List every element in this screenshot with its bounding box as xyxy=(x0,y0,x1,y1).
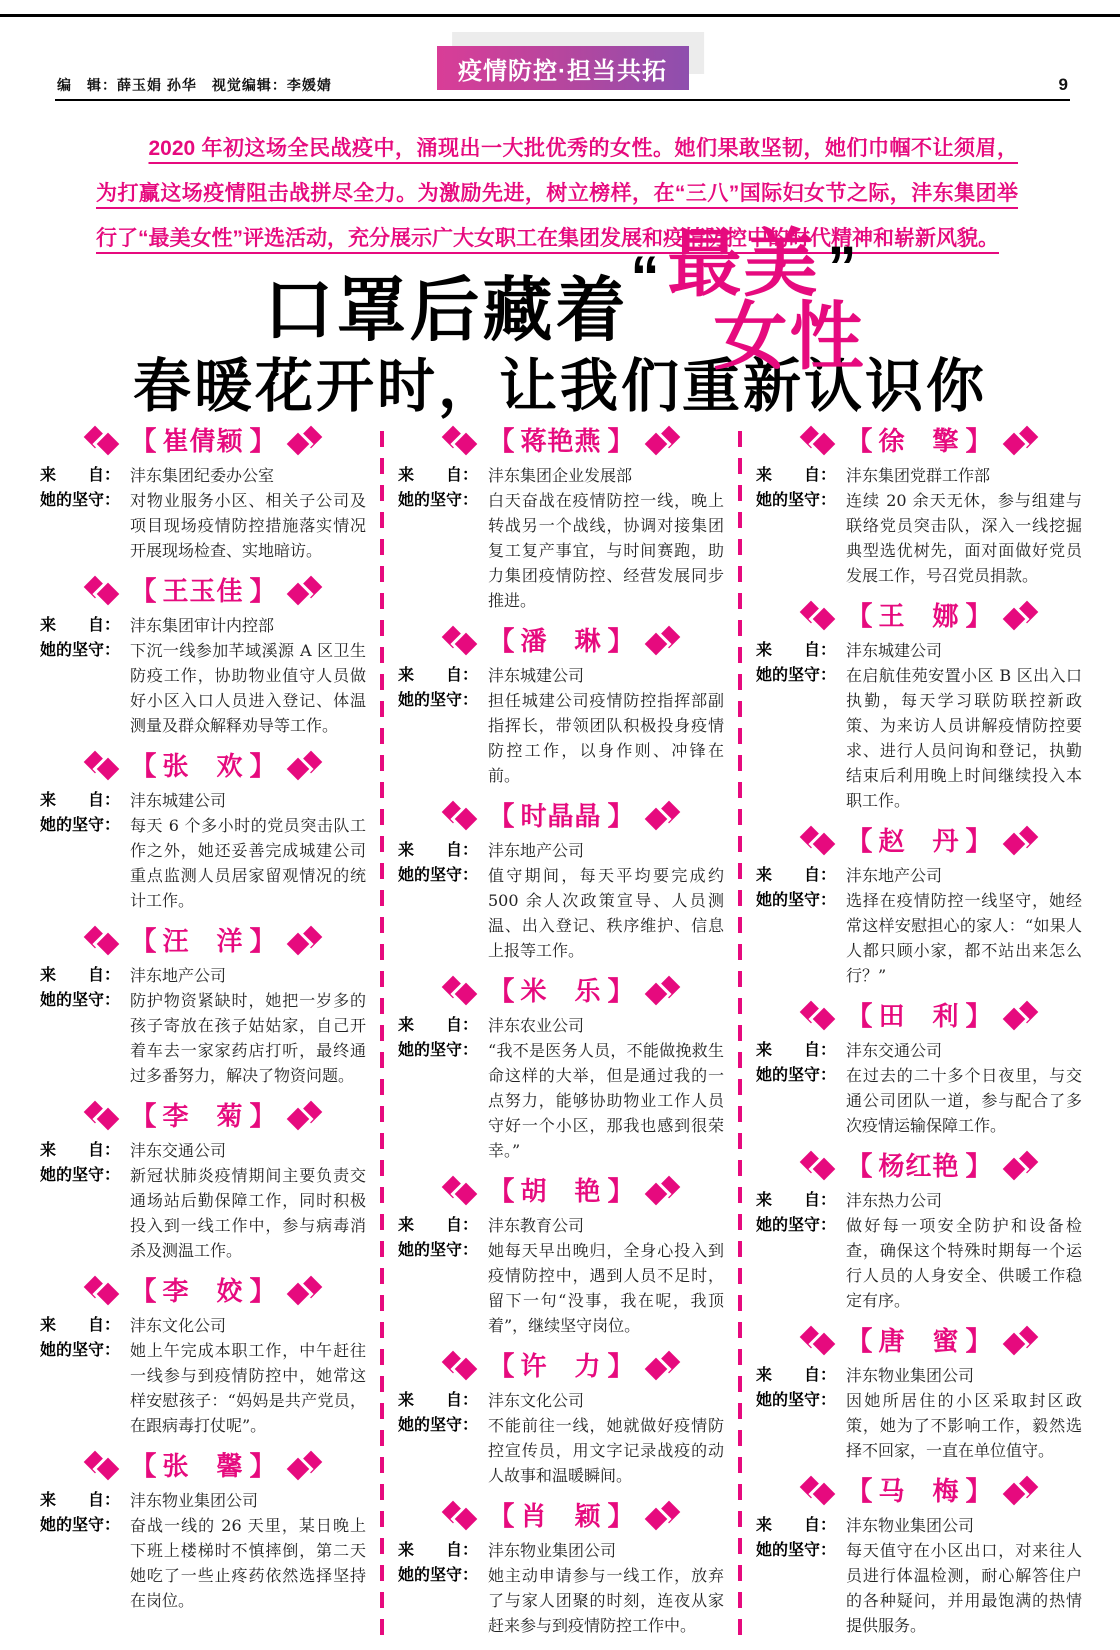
bracket-open: 【 xyxy=(130,426,157,456)
bracket-open: 【 xyxy=(488,1351,515,1381)
duty-label: 她的坚守： xyxy=(398,1567,479,1584)
double-diamond-icon xyxy=(800,426,840,456)
double-diamond-icon xyxy=(282,426,322,456)
profile-header xyxy=(40,1450,366,1482)
bracket-open: 【 xyxy=(846,826,873,856)
duty-label: 她的坚守： xyxy=(398,867,479,884)
bracket-open: 【 xyxy=(488,1176,515,1206)
bracket-open: 【 xyxy=(488,426,515,456)
bracket-close: 】 xyxy=(607,1351,634,1381)
bracket-open: 【 xyxy=(846,1326,873,1356)
profile-name: 李 姣 xyxy=(162,1276,244,1306)
profile-duty-row xyxy=(40,488,366,563)
profile-card xyxy=(756,825,1082,988)
double-diamond-icon xyxy=(800,1476,840,1506)
duty-label: 她的坚守： xyxy=(40,1517,121,1534)
from-value: 沣东集团企业发展部 xyxy=(488,466,633,485)
profile-name: 许 力 xyxy=(520,1351,602,1381)
profile-card xyxy=(756,1475,1082,1638)
duty-value: 因她所居住的小区采取封区政策，她为了不影响工作，毅然选择不回家，一直在单位值守。 xyxy=(846,1391,1082,1460)
profile-from-row xyxy=(756,1038,1082,1063)
from-value: 沣东城建公司 xyxy=(488,666,585,685)
profile-duty-row xyxy=(398,1238,724,1338)
duty-value: 下沉一线参加芊域溪源 A 区卫生防疫工作，协助物业值守人员做好小区入口人员进入登记、体温测量及群众解释劝导等工作。 xyxy=(130,641,366,735)
profile-from-row xyxy=(756,863,1082,888)
profile-header xyxy=(756,1325,1082,1357)
bracket-close: 】 xyxy=(965,426,992,456)
headline-line-2: 春暖花开时，让我们重新认识你 xyxy=(132,354,987,420)
profile-header xyxy=(40,750,366,782)
double-diamond-icon xyxy=(282,751,322,781)
bracket-open: 【 xyxy=(488,976,515,1006)
profile-from-row xyxy=(398,1013,724,1038)
double-diamond-icon xyxy=(640,626,680,656)
profile-header xyxy=(398,975,724,1007)
bracket-close: 】 xyxy=(249,1276,276,1306)
double-diamond-icon xyxy=(282,1451,322,1481)
profile-from-row xyxy=(398,1538,724,1563)
profile-card xyxy=(398,425,724,613)
profile-name: 米 乐 xyxy=(520,976,602,1006)
double-diamond-icon xyxy=(282,1101,322,1131)
double-diamond-icon xyxy=(84,426,124,456)
double-diamond-icon xyxy=(442,626,482,656)
profile-duty-row xyxy=(756,1213,1082,1313)
bracket-open: 【 xyxy=(846,426,873,456)
from-value: 沣东地产公司 xyxy=(130,966,227,985)
from-label: 来 自： xyxy=(40,1492,121,1509)
profile-header xyxy=(40,925,366,957)
profile-card xyxy=(40,750,366,913)
double-diamond-icon xyxy=(84,1276,124,1306)
double-diamond-icon xyxy=(282,926,322,956)
profile-header xyxy=(756,1475,1082,1507)
bracket-open: 【 xyxy=(130,926,157,956)
profile-header xyxy=(398,625,724,657)
profile-card xyxy=(398,625,724,788)
bracket-open: 【 xyxy=(846,601,873,631)
bracket-close: 】 xyxy=(249,576,276,606)
from-value: 沣东城建公司 xyxy=(846,641,943,660)
from-value: 沣东交通公司 xyxy=(846,1041,943,1060)
bracket-open: 【 xyxy=(130,751,157,781)
profile-card xyxy=(756,600,1082,813)
bracket-open: 【 xyxy=(488,626,515,656)
bracket-close: 】 xyxy=(607,801,634,831)
double-diamond-icon xyxy=(84,926,124,956)
profile-name: 王玉佳 xyxy=(162,576,244,606)
from-label: 来 自： xyxy=(756,867,837,884)
profiles-column-2 xyxy=(398,425,724,1650)
profile-from-row xyxy=(40,963,366,988)
profile-card xyxy=(756,1325,1082,1463)
profile-card xyxy=(398,975,724,1163)
profile-name: 汪 洋 xyxy=(162,926,244,956)
from-value: 沣东地产公司 xyxy=(488,841,585,860)
double-diamond-icon xyxy=(84,1451,124,1481)
from-label: 来 自： xyxy=(398,667,479,684)
from-value: 沣东集团纪委办公室 xyxy=(130,466,275,485)
duty-value: “我不是医务人员，不能做挽救生命这样的大举，但是通过我的一点努力，能够协助物业工作人员守好一个小区，那我也感到很荣幸。” xyxy=(488,1041,724,1160)
from-value: 沣东文化公司 xyxy=(130,1316,227,1335)
from-value: 沣东热力公司 xyxy=(846,1191,943,1210)
from-value: 沣东地产公司 xyxy=(846,866,943,885)
profile-name: 王 娜 xyxy=(878,601,960,631)
bracket-close: 】 xyxy=(965,1326,992,1356)
bracket-close: 】 xyxy=(249,426,276,456)
double-diamond-icon xyxy=(800,1151,840,1181)
profile-name: 肖 颖 xyxy=(520,1501,602,1531)
profile-name: 时晶晶 xyxy=(520,801,602,831)
duty-label: 她的坚守： xyxy=(756,1217,837,1234)
double-diamond-icon xyxy=(998,1326,1038,1356)
from-label: 来 自： xyxy=(398,1542,479,1559)
profile-card xyxy=(40,925,366,1088)
duty-value: 对物业服务小区、相关子公司及项目现场疫情防控措施落实情况开展现场检查、实地暗访。 xyxy=(130,491,366,560)
profile-from-row xyxy=(398,1213,724,1238)
column-divider xyxy=(380,431,384,1640)
section-banner: 疫情防控·担当共拓 xyxy=(437,46,689,90)
double-diamond-icon xyxy=(998,1476,1038,1506)
profile-header xyxy=(398,1500,724,1532)
from-label: 来 自： xyxy=(40,467,121,484)
from-value: 沣东城建公司 xyxy=(130,791,227,810)
profile-header xyxy=(398,800,724,832)
profile-duty-row xyxy=(756,888,1082,988)
bracket-open: 【 xyxy=(488,801,515,831)
duty-value: 不能前往一线，她就做好疫情防控宣传员，用文字记录战疫的动人故事和温暖瞬间。 xyxy=(488,1416,724,1485)
profile-header xyxy=(40,425,366,457)
profile-header xyxy=(40,575,366,607)
double-diamond-icon xyxy=(442,426,482,456)
duty-label: 她的坚守： xyxy=(398,1417,479,1434)
duty-label: 她的坚守： xyxy=(40,1342,121,1359)
profile-duty-row xyxy=(40,638,366,738)
profile-card xyxy=(40,1450,366,1613)
duty-label: 她的坚守： xyxy=(756,1542,837,1559)
headline xyxy=(0,222,1120,423)
duty-label: 她的坚守： xyxy=(756,892,837,909)
bracket-close: 】 xyxy=(249,751,276,781)
double-diamond-icon xyxy=(282,1276,322,1306)
duty-value: 担任城建公司疫情防控指挥部副指挥长，带领团队积极投身疫情防控工作，以身作则、冲锋在前。 xyxy=(488,691,724,785)
profile-name: 徐 擎 xyxy=(878,426,960,456)
profiles-column-1 xyxy=(40,425,366,1650)
double-diamond-icon xyxy=(800,1001,840,1031)
double-diamond-icon xyxy=(442,1351,482,1381)
profile-from-row xyxy=(756,1363,1082,1388)
from-label: 来 自： xyxy=(40,1317,121,1334)
profile-duty-row xyxy=(756,663,1082,813)
from-value: 沣东集团审计内控部 xyxy=(130,616,275,635)
duty-label: 她的坚守： xyxy=(756,492,837,509)
profile-duty-row xyxy=(756,1388,1082,1463)
bracket-close: 】 xyxy=(607,1176,634,1206)
profile-from-row xyxy=(756,463,1082,488)
bracket-close: 】 xyxy=(965,826,992,856)
duty-label: 她的坚守： xyxy=(398,1242,479,1259)
close-quote: ” xyxy=(827,235,857,300)
profile-card xyxy=(398,1175,724,1338)
profile-duty-row xyxy=(40,1338,366,1438)
profile-card xyxy=(40,1275,366,1438)
profile-name: 胡 艳 xyxy=(520,1176,602,1206)
from-label: 来 自： xyxy=(756,1367,837,1384)
duty-value: 连续 20 余天无休，参与组建与联络党员突击队，深入一线挖掘典型选优树先，面对面做好党员发展工作，号召党员捐款。 xyxy=(846,491,1082,585)
profile-duty-row xyxy=(40,813,366,913)
duty-label: 她的坚守： xyxy=(40,992,121,1009)
profile-header xyxy=(756,425,1082,457)
profile-name: 蒋艳燕 xyxy=(520,426,602,456)
header-rule xyxy=(55,99,1070,101)
profile-card xyxy=(398,1500,724,1638)
duty-value: 新冠状肺炎疫情期间主要负责交通场站后勤保障工作，同时积极投入到一线工作中，参与病毒消杀及测温工作。 xyxy=(130,1166,366,1260)
bracket-open: 【 xyxy=(130,1276,157,1306)
profile-header xyxy=(398,425,724,457)
profile-from-row xyxy=(398,463,724,488)
from-label: 来 自： xyxy=(756,1042,837,1059)
profile-from-row xyxy=(40,788,366,813)
double-diamond-icon xyxy=(998,826,1038,856)
double-diamond-icon xyxy=(640,801,680,831)
bracket-close: 】 xyxy=(607,626,634,656)
profile-header xyxy=(398,1175,724,1207)
double-diamond-icon xyxy=(998,601,1038,631)
double-diamond-icon xyxy=(800,1326,840,1356)
bracket-close: 】 xyxy=(965,1001,992,1031)
duty-value: 防护物资紧缺时，她把一岁多的孩子寄放在孩子姑姑家，自己开着车去一家家药店打听，最终通过多番努力，解决了物资问题。 xyxy=(130,991,366,1085)
from-value: 沣东物业集团公司 xyxy=(488,1541,617,1560)
profile-duty-row xyxy=(398,1413,724,1488)
double-diamond-icon xyxy=(998,1151,1038,1181)
double-diamond-icon xyxy=(442,976,482,1006)
duty-value: 她每天早出晚归，全身心投入到疫情防控中，遇到人员不足时，留下一句“没事，我在呢，我顶着”，继续坚守岗位。 xyxy=(488,1241,724,1335)
bracket-open: 【 xyxy=(488,1501,515,1531)
duty-label: 她的坚守： xyxy=(40,642,121,659)
duty-value: 值守期间，每天平均要完成约 500 余人次政策宣导、人员测温、出入登记、秩序维护、信息上报等工作。 xyxy=(488,866,724,960)
from-value: 沣东农业公司 xyxy=(488,1016,585,1035)
profile-from-row xyxy=(398,663,724,688)
profile-header xyxy=(40,1275,366,1307)
bracket-close: 】 xyxy=(965,1151,992,1181)
bracket-close: 】 xyxy=(249,926,276,956)
profile-name: 崔倩颖 xyxy=(162,426,244,456)
profile-duty-row xyxy=(40,1513,366,1613)
from-label: 来 自： xyxy=(398,467,479,484)
from-label: 来 自： xyxy=(40,1142,121,1159)
editors-credit: 编 辑：薛玉娟 孙华 视觉编辑：李媛婧 xyxy=(57,77,332,93)
profile-name: 马 梅 xyxy=(878,1476,960,1506)
profiles-grid xyxy=(40,425,1082,1650)
from-label: 来 自： xyxy=(40,792,121,809)
profile-duty-row xyxy=(40,1163,366,1263)
profile-card xyxy=(756,425,1082,588)
from-value: 沣东物业集团公司 xyxy=(846,1366,975,1385)
from-label: 来 自： xyxy=(398,1217,479,1234)
from-label: 来 自： xyxy=(40,617,121,634)
duty-value: 她主动申请参与一线工作，放弃了与家人团聚的时刻，连夜从家赶来参与到疫情防控工作中。 xyxy=(488,1566,724,1635)
profile-name: 唐 蜜 xyxy=(878,1326,960,1356)
duty-label: 她的坚守： xyxy=(40,1167,121,1184)
profile-from-row xyxy=(398,838,724,863)
bracket-close: 】 xyxy=(965,1476,992,1506)
double-diamond-icon xyxy=(640,1501,680,1531)
double-diamond-icon xyxy=(442,1176,482,1206)
highlight-top: 最美 xyxy=(667,222,820,305)
intro-paragraph: 2020 年初这场全民战疫中，涌现出一大批优秀的女性。她们果敢坚韧，她们巾帼不让须眉，为打赢这场疫情阻击战拼尽全力。为激励先进，树立榜样，在“三八”国际妇女节之际，沣东集团举行了“最美女性”评选活动，充分展示广大女职工在集团发展和疫情防控中的时代精神和崭新风貌。 xyxy=(96,137,1018,250)
from-value: 沣东教育公司 xyxy=(488,1216,585,1235)
double-diamond-icon xyxy=(640,1176,680,1206)
from-value: 沣东集团党群工作部 xyxy=(846,466,991,485)
from-value: 沣东物业集团公司 xyxy=(130,1491,259,1510)
double-diamond-icon xyxy=(442,1501,482,1531)
double-diamond-icon xyxy=(640,976,680,1006)
from-value: 沣东物业集团公司 xyxy=(846,1516,975,1535)
profile-duty-row xyxy=(398,863,724,963)
double-diamond-icon xyxy=(998,1001,1038,1031)
profile-name: 张 欢 xyxy=(162,751,244,781)
duty-value: 选择在疫情防控一线坚守，她经常这样安慰担心的家人：“如果人人都只顾小家，都不站出来怎么行？” xyxy=(846,891,1082,985)
profile-header xyxy=(756,1150,1082,1182)
profiles-column-3 xyxy=(756,425,1082,1650)
profile-header xyxy=(756,825,1082,857)
from-label: 来 自： xyxy=(756,467,837,484)
profile-header xyxy=(398,1350,724,1382)
profile-card xyxy=(40,575,366,738)
double-diamond-icon xyxy=(442,801,482,831)
profile-from-row xyxy=(398,1388,724,1413)
from-label: 来 自： xyxy=(398,1392,479,1409)
duty-label: 她的坚守： xyxy=(756,667,837,684)
duty-label: 她的坚守： xyxy=(398,1042,479,1059)
profile-duty-row xyxy=(756,1063,1082,1138)
double-diamond-icon xyxy=(84,576,124,606)
duty-label: 她的坚守： xyxy=(756,1067,837,1084)
from-label: 来 自： xyxy=(398,1017,479,1034)
profile-from-row xyxy=(756,1188,1082,1213)
profile-name: 张 馨 xyxy=(162,1451,244,1481)
from-label: 来 自： xyxy=(398,842,479,859)
profile-name: 赵 丹 xyxy=(878,826,960,856)
bracket-open: 【 xyxy=(846,1151,873,1181)
headline-prefix: 口罩后藏着 xyxy=(263,271,629,349)
double-diamond-icon xyxy=(282,576,322,606)
bracket-open: 【 xyxy=(130,1451,157,1481)
profile-from-row xyxy=(40,1488,366,1513)
profile-from-row xyxy=(40,613,366,638)
profile-header xyxy=(40,1100,366,1132)
duty-value: 在过去的二十多个日夜里，与交通公司团队一道，参与配合了多次疫情运输保障工作。 xyxy=(846,1066,1082,1135)
profile-card xyxy=(756,1150,1082,1313)
bracket-close: 】 xyxy=(965,601,992,631)
duty-value: 每天 6 个多小时的党员突击队工作之外，她还妥善完成城建公司重点监测人员居家留观情况的统计工作。 xyxy=(130,816,366,910)
bracket-open: 【 xyxy=(846,1476,873,1506)
bracket-close: 】 xyxy=(249,1101,276,1131)
profile-card xyxy=(398,1350,724,1488)
bracket-open: 【 xyxy=(130,576,157,606)
profile-name: 李 菊 xyxy=(162,1101,244,1131)
profile-duty-row xyxy=(756,488,1082,588)
profile-from-row xyxy=(756,1513,1082,1538)
profile-duty-row xyxy=(398,488,724,613)
double-diamond-icon xyxy=(998,426,1038,456)
bracket-open: 【 xyxy=(130,1101,157,1131)
profile-header xyxy=(756,1000,1082,1032)
profile-card xyxy=(756,1000,1082,1138)
double-diamond-icon xyxy=(800,826,840,856)
from-value: 沣东文化公司 xyxy=(488,1391,585,1410)
double-diamond-icon xyxy=(640,1351,680,1381)
from-label: 来 自： xyxy=(756,642,837,659)
profile-duty-row xyxy=(756,1538,1082,1638)
duty-value: 奋战一线的 26 天里，某日晚上下班上楼梯时不慎摔倒，第二天她吃了一些止疼药依然选择坚持在岗位。 xyxy=(130,1516,366,1610)
duty-value: 做好每一项安全防护和设备检查，确保这个特殊时期每一个运行人员的人身安全、供暖工作稳定有序。 xyxy=(846,1216,1082,1310)
duty-value: 白天奋战在疫情防控一线，晚上转战另一个战线，协调对接集团复工复产事宜，与时间赛跑，助力集团疫情防控、经营发展同步推进。 xyxy=(488,491,724,610)
profile-name: 杨红艳 xyxy=(878,1151,960,1181)
profile-header xyxy=(756,600,1082,632)
profile-duty-row xyxy=(398,1038,724,1163)
profile-card xyxy=(40,425,366,563)
page-number: 9 xyxy=(1058,75,1068,94)
bracket-close: 】 xyxy=(607,426,634,456)
double-diamond-icon xyxy=(800,601,840,631)
open-quote: “ xyxy=(630,245,660,310)
duty-label: 她的坚守： xyxy=(756,1392,837,1409)
double-diamond-icon xyxy=(84,751,124,781)
duty-label: 她的坚守： xyxy=(398,492,479,509)
bracket-open: 【 xyxy=(846,1001,873,1031)
duty-value: 她上午完成本职工作，中午赶往一线参与到疫情防控中，她常这样安慰孩子：“妈妈是共产党员，在跟病毒打仗呢”。 xyxy=(130,1341,366,1435)
duty-label: 她的坚守： xyxy=(40,492,121,509)
profile-from-row xyxy=(756,638,1082,663)
duty-value: 每天值守在小区出口，对来往人员进行体温检测，耐心解答住户的各种疑问，并用最饱满的热情提供服务。 xyxy=(846,1541,1082,1635)
profile-card xyxy=(40,1100,366,1263)
from-label: 来 自： xyxy=(40,967,121,984)
profile-duty-row xyxy=(398,688,724,788)
bracket-close: 】 xyxy=(607,1501,634,1531)
from-value: 沣东交通公司 xyxy=(130,1141,227,1160)
profile-duty-row xyxy=(398,1563,724,1638)
highlight-bottom: 女性 xyxy=(713,294,866,378)
profile-card xyxy=(398,800,724,963)
from-label: 来 自： xyxy=(756,1517,837,1534)
bracket-close: 】 xyxy=(249,1451,276,1481)
profile-name: 潘 琳 xyxy=(520,626,602,656)
page-header xyxy=(55,58,1070,110)
column-divider xyxy=(738,431,742,1640)
profile-from-row xyxy=(40,1138,366,1163)
duty-label: 她的坚守： xyxy=(398,692,479,709)
bracket-close: 】 xyxy=(607,976,634,1006)
duty-label: 她的坚守： xyxy=(40,817,121,834)
from-label: 来 自： xyxy=(756,1192,837,1209)
double-diamond-icon xyxy=(640,426,680,456)
profile-from-row xyxy=(40,1313,366,1338)
page-top-rule xyxy=(0,14,1120,17)
profile-name: 田 利 xyxy=(878,1001,960,1031)
duty-value: 在启航佳苑安置小区 B 区出入口执勤，每天学习联防联控新政策、为来访人员讲解疫情防控要求、进行人员问询和登记，执勤结束后利用晚上时间继续投入本职工作。 xyxy=(846,666,1082,810)
profile-duty-row xyxy=(40,988,366,1088)
profile-from-row xyxy=(40,463,366,488)
double-diamond-icon xyxy=(84,1101,124,1131)
